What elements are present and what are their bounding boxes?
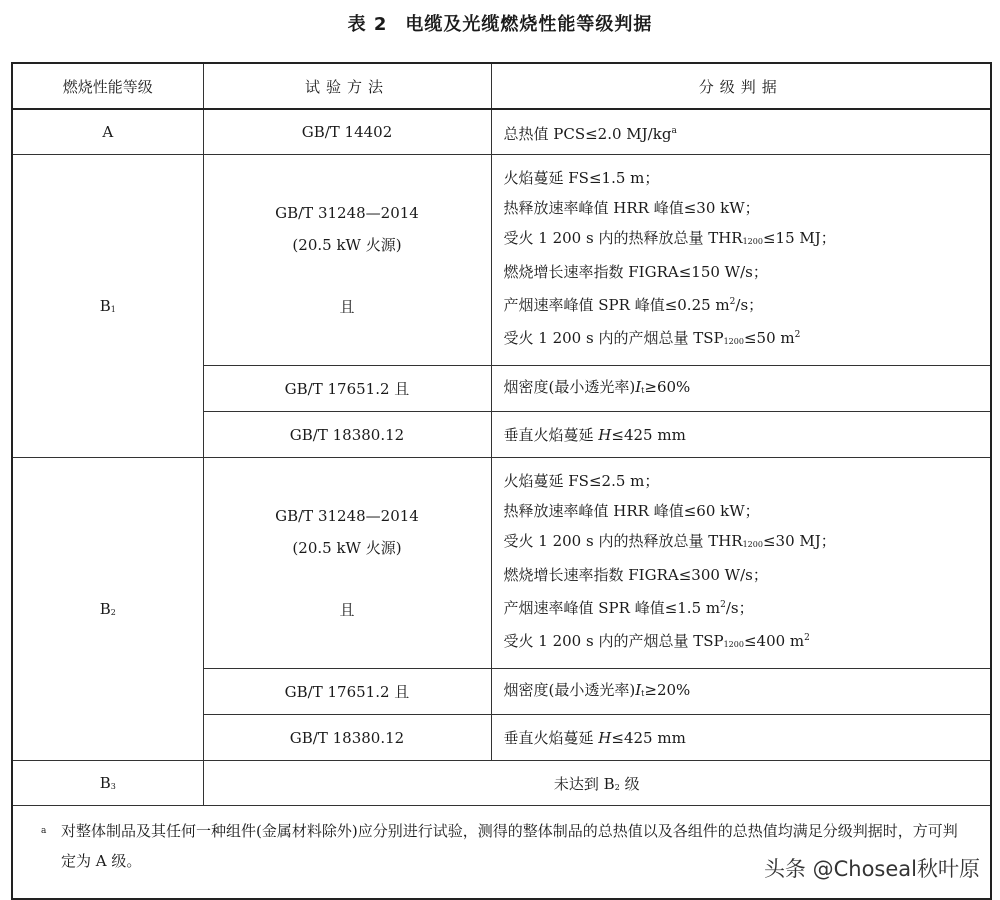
header-row [12,63,991,109]
table-caption: 电缆及光缆燃烧性能等级判据 [405,14,653,35]
table-number: 表 2 [347,14,388,35]
row-grade-b3 [12,761,991,806]
method-cell: GB/T 31248—2014 (20.5 kW 火源) 且 [203,155,491,366]
criterion-item: 受火 1 200 s 内的产烟总量 $TSP_{1200}\le 400$ $m^2$ [503,632,810,650]
criterion-cell: 垂直火焰蔓延 H≤425 mm [491,715,991,761]
row-grade-b1-main [12,155,991,366]
criterion-item: 燃烧增长速率指数 FIGRA≤150 W/s； [503,263,768,281]
header-grade: 燃烧性能等级 [12,63,203,109]
method-cell: GB/T 18380.12 [203,412,491,458]
grade-cell: $B_1$ [12,155,203,458]
method-cell: GB/T 17651.2 且 [203,366,491,412]
criterion-item: 受火 1 200 s 内的产烟总量 $TSP_{1200}\le 50$ $m^2$ [503,329,801,347]
grade-cell: $B_2$ [12,458,203,761]
row-grade-a [12,109,991,155]
criteria-list [491,155,991,366]
table-title [0,10,1000,36]
watermark: 头条 @Choseal秋叶原 [763,857,980,881]
criterion-item: 火焰蔓延 FS≤1.5 m； [503,169,660,187]
method-cell: GB/T 14402 [203,109,491,155]
classification-table [11,62,992,900]
footnote-mark: a [41,826,47,836]
method-cell: GB/T 18380.12 [203,715,491,761]
criterion-item: 火焰蔓延 FS≤2.5 m； [503,472,660,490]
method-cell: GB/T 31248—2014 (20.5 kW 火源) 且 [203,458,491,669]
criterion-item: 燃烧增长速率指数 FIGRA≤300 W/s； [503,566,768,584]
row-grade-b2-main [12,458,991,669]
criterion-item: 产烟速率峰值 SPR 峰值≤0.25 $m^2/s$； [503,296,764,314]
header-method: 试验方法 [203,63,491,109]
grade-cell: A [12,109,203,155]
header-criteria: 分级判据 [491,63,991,109]
criterion-item: 产烟速率峰值 SPR 峰值≤1.5 $m^2/s$； [503,599,754,617]
grade-cell: $B_3$ [12,761,203,806]
criterion-cell: 烟密度(最小透光率)$I_t\ge 20\%$ [491,669,991,715]
footnote-text: 对整体制品及其任何一种组件(金属材料除外)应分别进行试验，测得的整体制品的总热值以及各组件的总热值均满足分级判据时，方可判定为 A 级。 [61,822,958,870]
criterion-cell: 垂直火焰蔓延 H≤425 mm [491,412,991,458]
criterion-item: 热释放速率峰值 HRR 峰值≤60 kW； [503,502,760,520]
criteria-list [491,458,991,669]
criterion-item: 热释放速率峰值 HRR 峰值≤30 kW； [503,199,760,217]
footnote-mark: a [671,125,677,136]
criterion-item: 受火 1 200 s 内的热释放总量 $THR_{1200}\le 15$ MJ； [503,229,836,247]
criterion-cell: 总热值 PCS≤2.0 $MJ/kg^a$ [491,109,991,155]
merged-criterion-cell: 未达到 $B_2$ 级 [203,761,991,806]
criterion-item: 受火 1 200 s 内的热释放总量 $THR_{1200}\le 30$ MJ； [503,532,836,550]
criterion-cell: 烟密度(最小透光率)$I_t\ge 60\%$ [491,366,991,412]
method-cell: GB/T 17651.2 且 [203,669,491,715]
